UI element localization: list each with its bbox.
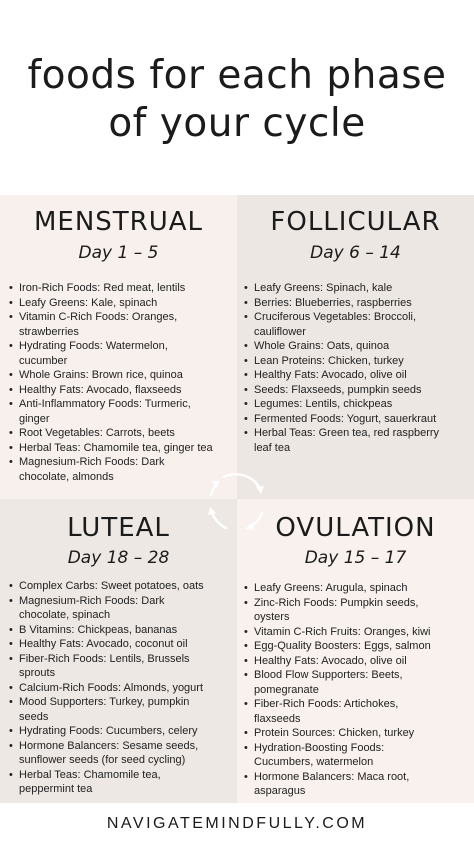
- list-item: [244, 625, 472, 640]
- list-item-text: Complex Carbs: Sweet potatoes, oats: [19, 580, 204, 592]
- page-title: [0, 52, 474, 148]
- list-item: [9, 724, 234, 739]
- list-item-text: Lean Proteins: Chicken, turkey: [254, 354, 404, 367]
- list-item-text: seeds: [19, 710, 49, 723]
- list-item-text: Anti-Inflammatory Foods: Turmeric,: [19, 398, 191, 410]
- list-item: [9, 695, 234, 724]
- list-item: [244, 412, 472, 427]
- list-item-text: Mood Supporters: Turkey, pumpkin: [19, 696, 190, 708]
- list-item: [9, 368, 234, 383]
- luteal-title: LUTEAL: [67, 513, 170, 543]
- ovulation-title: OVULATION: [275, 513, 436, 543]
- follicular-panel: [237, 195, 474, 499]
- luteal-food-list: [9, 579, 234, 797]
- list-item-text: Hormone Balancers: Maca root,: [254, 770, 410, 783]
- list-item-text: Legumes: Lentils, chickpeas: [254, 398, 393, 410]
- list-item-text: Vitamin C-Rich Fruits: Oranges, kiwi: [254, 625, 431, 638]
- list-item-text: Hydration-Boosting Foods:: [254, 741, 385, 754]
- list-item-text: Blood Flow Supporters: Beets,: [254, 669, 403, 681]
- list-item: [9, 339, 234, 368]
- list-item: [244, 639, 472, 654]
- list-item: [244, 310, 472, 339]
- list-item-text: Leafy Greens: Kale, spinach: [19, 296, 158, 309]
- list-item-text: Seeds: Flaxseeds, pumpkin seeds: [254, 383, 422, 396]
- list-item: [9, 637, 234, 652]
- list-item: [244, 770, 472, 799]
- list-item-text: flaxseeds: [254, 712, 301, 725]
- list-item: [9, 652, 234, 681]
- list-item-text: cauliflower: [254, 325, 306, 338]
- list-item: [244, 741, 472, 770]
- list-item: [244, 339, 472, 354]
- list-item: [9, 296, 234, 311]
- list-item-text: Hydrating Foods: Watermelon,: [19, 340, 168, 352]
- list-item: [9, 455, 234, 484]
- list-item: [9, 310, 234, 339]
- list-item-text: sunflower seeds (for seed cycling): [19, 754, 186, 766]
- list-item: [9, 441, 234, 456]
- list-item-text: ginger: [19, 412, 50, 425]
- list-item-text: Egg-Quality Boosters: Eggs, salmon: [254, 640, 431, 652]
- list-item: [9, 426, 234, 441]
- list-item-text: oysters: [254, 611, 290, 623]
- list-item-text: Magnesium-Rich Foods: Dark: [19, 594, 165, 607]
- list-item-text: Fiber-Rich Foods: Artichokes,: [254, 698, 399, 710]
- list-item: [244, 697, 472, 726]
- list-item-text: Healthy Fats: Avocado, flaxseeds: [19, 383, 182, 396]
- list-item-text: strawberries: [19, 325, 79, 338]
- ovulation-food-list: [244, 581, 472, 799]
- list-item-text: chocolate, spinach: [19, 609, 111, 621]
- list-item-text: Hormone Balancers: Sesame seeds,: [19, 739, 199, 752]
- list-item: [9, 739, 234, 768]
- website-footer: NAVIGATEMINDFULLY.COM: [106, 815, 368, 832]
- list-item: [244, 383, 472, 398]
- list-item-text: B Vitamins: Chickpeas, bananas: [19, 623, 178, 636]
- menstrual-food-list: [9, 281, 234, 484]
- list-item-text: Hydrating Foods: Cucumbers, celery: [19, 725, 198, 737]
- list-item-text: Whole Grains: Brown rice, quinoa: [19, 369, 183, 381]
- list-item: [9, 383, 234, 398]
- list-item: [244, 426, 472, 455]
- list-item-text: Cucumbers, watermelon: [254, 756, 374, 768]
- follicular-days: Day 6 – 14: [310, 243, 401, 263]
- follicular-food-list: [244, 281, 472, 455]
- list-item: [244, 596, 472, 625]
- list-item-text: Whole Grains: Oats, quinoa: [254, 340, 390, 352]
- list-item-text: Herbal Teas: Green tea, red raspberry: [254, 427, 440, 439]
- list-item: [244, 368, 472, 383]
- list-item-text: peppermint tea: [19, 783, 93, 795]
- list-item: [244, 668, 472, 697]
- list-item: [9, 623, 234, 638]
- list-item-text: Leafy Greens: Arugula, spinach: [254, 582, 408, 594]
- page-title-line-2: of your cycle: [108, 101, 366, 146]
- ovulation-panel: [237, 499, 474, 803]
- list-item-text: leaf tea: [254, 441, 291, 454]
- menstrual-title: MENSTRUAL: [33, 207, 204, 237]
- list-item-text: Herbal Teas: Chamomile tea, ginger tea: [19, 441, 213, 454]
- list-item-text: Leafy Greens: Spinach, kale: [254, 282, 393, 294]
- list-item-text: Magnesium-Rich Foods: Dark: [19, 456, 165, 468]
- list-item-text: Protein Sources: Chicken, turkey: [254, 727, 415, 739]
- list-item: [244, 581, 472, 596]
- cycle-arrows-icon: [202, 467, 272, 537]
- list-item-text: asparagus: [254, 785, 306, 797]
- menstrual-panel: [0, 195, 237, 499]
- list-item: [9, 281, 234, 296]
- list-item-text: Iron-Rich Foods: Red meat, lentils: [19, 282, 186, 294]
- list-item-text: chocolate, almonds: [19, 470, 114, 483]
- list-item-text: Vitamin C-Rich Foods: Oranges,: [19, 311, 178, 323]
- list-item: [9, 397, 234, 426]
- list-item: [244, 397, 472, 412]
- list-item-text: Calcium-Rich Foods: Almonds, yogurt: [19, 681, 204, 694]
- luteal-days: Day 18 – 28: [67, 548, 170, 568]
- luteal-panel: [0, 499, 237, 803]
- list-item: [244, 654, 472, 669]
- list-item-text: Berries: Blueberries, raspberries: [254, 296, 412, 309]
- list-item: [244, 354, 472, 369]
- list-item-text: Fermented Foods: Yogurt, sauerkraut: [254, 412, 437, 425]
- ovulation-days: Day 15 – 17: [304, 548, 407, 568]
- list-item-text: Healthy Fats: Avocado, olive oil: [254, 654, 407, 667]
- list-item: [9, 594, 234, 623]
- menstrual-days: Day 1 – 5: [78, 243, 159, 263]
- list-item: [244, 296, 472, 311]
- follicular-title: FOLLICULAR: [270, 207, 441, 237]
- list-item-text: Fiber-Rich Foods: Lentils, Brussels: [19, 652, 190, 665]
- list-item-text: pomegranate: [254, 683, 319, 696]
- list-item: [244, 281, 472, 296]
- list-item-text: sprouts: [19, 667, 56, 679]
- list-item-text: Herbal Teas: Chamomile tea,: [19, 768, 161, 781]
- list-item-text: cucumber: [19, 354, 68, 367]
- list-item-text: Zinc-Rich Foods: Pumpkin seeds,: [254, 596, 419, 609]
- list-item-text: Healthy Fats: Avocado, olive oil: [254, 369, 407, 381]
- list-item-text: Healthy Fats: Avocado, coconut oil: [19, 638, 188, 650]
- list-item-text: Cruciferous Vegetables: Broccoli,: [254, 311, 417, 323]
- list-item: [9, 681, 234, 696]
- page-title-line-1: foods for each phase: [27, 53, 447, 98]
- list-item-text: Root Vegetables: Carrots, beets: [19, 427, 175, 439]
- list-item: [244, 726, 472, 741]
- list-item: [9, 768, 234, 797]
- list-item: [9, 579, 234, 594]
